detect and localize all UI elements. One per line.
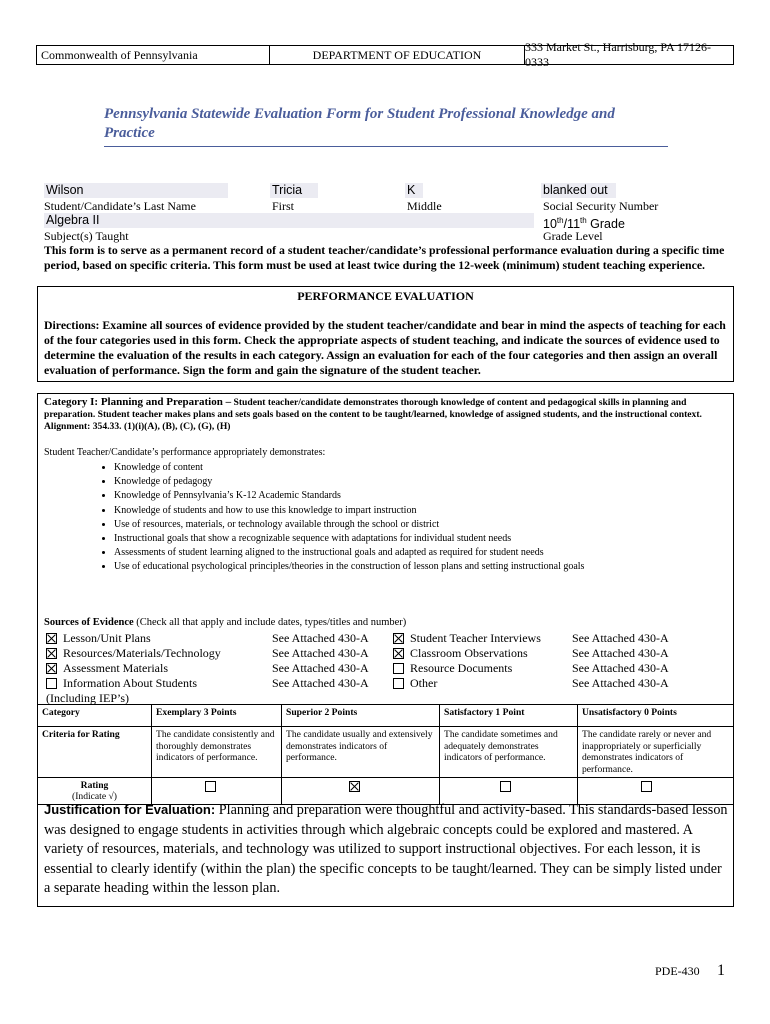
- list-item: • Knowledge of students and how to use this knowledge to impart instruction: [114, 504, 734, 518]
- assessment-label: Assessment Materials: [63, 661, 168, 675]
- table-header: Superior 2 Points: [282, 705, 440, 727]
- performance-heading: PERFORMANCE EVALUATION: [297, 289, 474, 303]
- list-item: • Use of educational psychological principles/theories in the construction of lesson plans and setting instructional goals: [114, 560, 734, 574]
- rating-exemplary-checkbox[interactable]: [205, 781, 216, 792]
- lesson-plans-label: Lesson/Unit Plans: [63, 631, 151, 645]
- grade-part-a: 10: [543, 217, 557, 232]
- justification-label: Justification for Evaluation:: [44, 802, 216, 817]
- list-item: • Knowledge of pedagogy: [114, 475, 734, 489]
- header-left: Commonwealth of Pennsylvania: [37, 46, 270, 64]
- middle-field[interactable]: K: [405, 183, 423, 198]
- student-info-checkbox[interactable]: [46, 678, 57, 689]
- evidence-note: (Check all that apply and include dates, types/titles and number): [133, 617, 407, 628]
- grade-part-c: Grade: [586, 217, 625, 232]
- lesson-plans-note: See Attached 430-A: [272, 631, 369, 645]
- ssn-label: Social Security Number: [543, 199, 659, 213]
- criteria-cell: The candidate sometimes and adequately demonstrates indicators of performance.: [440, 727, 578, 778]
- resources-checkbox[interactable]: [46, 648, 57, 659]
- criteria-cell: The candidate rarely or never and inappropriately or superficially demonstrates indicators of performance.: [578, 727, 734, 778]
- rating-sub: (Indicate √): [72, 791, 117, 802]
- list-item: • Assessments of student learning aligned to the instructional goals and adapted as required for student needs: [114, 546, 734, 560]
- list-item: • Use of resources, materials, or technology available through the school or district: [114, 518, 734, 532]
- criteria-label: Criteria for Rating: [38, 727, 152, 778]
- justification-text[interactable]: [44, 800, 730, 899]
- intro-text: This form is to serve as a permanent record of a student teacher/candidate’s professional performance evaluation during a specific time period, based on specific criteria. This form must be used at least twice during the 12-week (minimum) student teaching experience.: [44, 243, 725, 272]
- header-right: 333 Market St., Harrisburg, PA 17126-0333: [525, 40, 711, 69]
- list-item: • Knowledge of Pennsylvania’s K-12 Academic Standards: [114, 489, 734, 503]
- rating-table: [37, 704, 734, 805]
- last-name-label: Student/Candidate’s Last Name: [44, 199, 196, 213]
- observations-checkbox[interactable]: [393, 648, 404, 659]
- interviews-label: Student Teacher Interviews: [410, 631, 541, 645]
- evidence-heading: [44, 617, 406, 628]
- resource-docs-checkbox[interactable]: [393, 663, 404, 674]
- interviews-note: See Attached 430-A: [572, 631, 669, 645]
- resources-label: Resources/Materials/Technology: [63, 646, 221, 660]
- header-center: DEPARTMENT OF EDUCATION: [270, 46, 525, 64]
- list-item: • Instructional goals that show a recognizable sequence with adaptations for individual student needs: [114, 532, 734, 546]
- other-label: Other: [410, 676, 438, 690]
- table-header: Exemplary 3 Points: [152, 705, 282, 727]
- grade-label: Grade Level: [543, 229, 603, 243]
- first-name-field[interactable]: Tricia: [270, 183, 318, 198]
- resource-docs-label: Resource Documents: [410, 661, 513, 675]
- table-row: [38, 705, 734, 727]
- criteria-cell: The candidate consistently and thoroughly demonstrates indicators of performance.: [152, 727, 282, 778]
- category-heading: [44, 396, 728, 433]
- rating-superior-checkbox[interactable]: [349, 781, 360, 792]
- last-name-field[interactable]: Wilson: [44, 183, 228, 198]
- middle-label: Middle: [407, 199, 442, 213]
- alignment-label: Alignment: [44, 421, 88, 432]
- aspect-list: [90, 461, 734, 575]
- table-row: [38, 727, 734, 778]
- evidence-title: Sources of Evidence: [44, 617, 134, 628]
- subject-label: Subject(s) Taught: [44, 229, 129, 243]
- observations-label: Classroom Observations: [410, 646, 528, 660]
- table-header: Category: [38, 705, 152, 727]
- grade-sup-2: th: [580, 216, 587, 225]
- other-checkbox[interactable]: [393, 678, 404, 689]
- grade-sup-1: th: [556, 216, 564, 225]
- observations-note: See Attached 430-A: [572, 646, 669, 660]
- rating-label: Rating: [80, 780, 109, 791]
- subject-field[interactable]: Algebra II: [44, 213, 534, 228]
- form-title: Pennsylvania Statewide Evaluation Form for Student Professional Knowledge and Practice: [104, 106, 615, 141]
- interviews-checkbox[interactable]: [393, 633, 404, 644]
- category-title: Category I: Planning and Preparation –: [44, 396, 232, 408]
- form-id: PDE-430: [655, 964, 700, 978]
- header-bar: [36, 40, 734, 69]
- justification-body: Planning and preparation were thoughtful and activity-based. This standards-based lesson was designed to engage students in activities through which algebraic concepts could be explored and mastered. A variety of resources, materials, and technology was utilized to support instructional objectives. For each lesson, it is essential to clearly identify (within the plan) the specific concepts to be taught/learned. They can be simply listed under a separate heading within the lesson plan.: [44, 802, 728, 896]
- grade-part-b: /11: [563, 217, 581, 232]
- alignment-value: : 354.33. (1)(i)(A), (B), (C), (G), (H): [87, 421, 231, 432]
- table-header: Satisfactory 1 Point: [440, 705, 578, 727]
- title-rule: [104, 146, 668, 147]
- table-header: Unsatisfactory 0 Points: [578, 705, 734, 727]
- grade-field[interactable]: [541, 213, 651, 232]
- first-name-label: First: [272, 199, 295, 213]
- category-desc: Student teacher/candidate demonstrates thorough knowledge of content and pedagogical skills in planning and preparation. Student teacher makes plans and sets goals based on the content to be taught/learned, knowledge of assigned students, and the instructional context.: [44, 397, 702, 420]
- ssn-field[interactable]: blanked out: [541, 183, 616, 198]
- rating-satisfactory-checkbox[interactable]: [500, 781, 511, 792]
- student-info-note: See Attached 430-A: [272, 676, 369, 690]
- student-info-label: Information About Students: [63, 676, 197, 690]
- lesson-plans-checkbox[interactable]: [46, 633, 57, 644]
- page-number: 1: [717, 962, 725, 979]
- criteria-cell: The candidate usually and extensively demonstrates indicators of performance.: [282, 727, 440, 778]
- iep-note: (Including IEP’s): [46, 691, 129, 705]
- assessment-checkbox[interactable]: [46, 663, 57, 674]
- resource-docs-note: See Attached 430-A: [572, 661, 669, 675]
- resources-note: See Attached 430-A: [272, 646, 369, 660]
- rating-unsatisfactory-checkbox[interactable]: [641, 781, 652, 792]
- directions-text: Directions: Examine all sources of evidence provided by the student teacher/candidate and bear in mind the aspects of teaching for each of the four categories used in this form. Check the appropriate aspects of student teaching, and indicate the sources of evidence used to determine the evaluation of the results in each category. Assign an evaluation for each of the four categories and then assign an overall evaluation of performance. Sign the form and gain the signature of the student teacher.: [44, 318, 726, 377]
- assessment-note: See Attached 430-A: [272, 661, 369, 675]
- demonstrates-text: Student Teacher/Candidate’s performance appropriately demonstrates:: [44, 447, 326, 458]
- other-note: See Attached 430-A: [572, 676, 669, 690]
- list-item: • Knowledge of content: [114, 461, 734, 475]
